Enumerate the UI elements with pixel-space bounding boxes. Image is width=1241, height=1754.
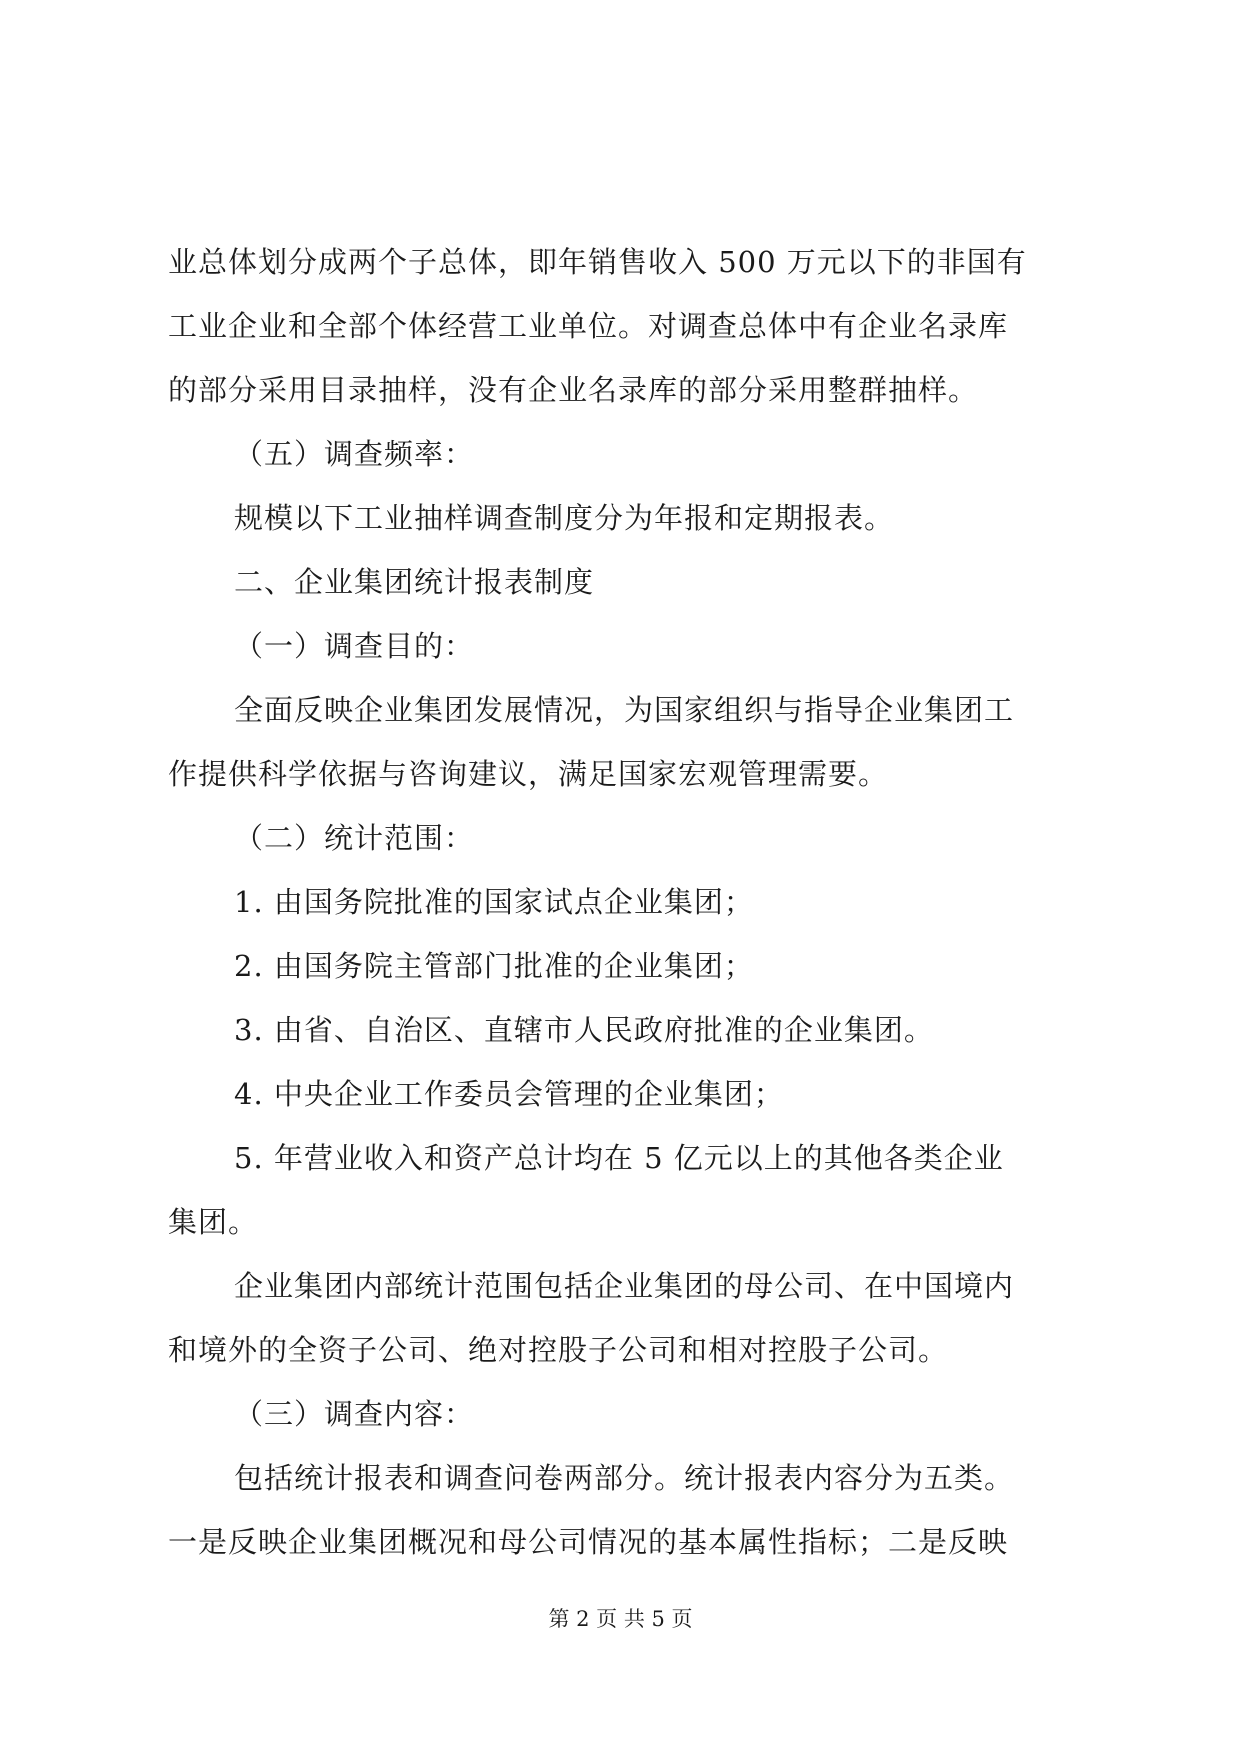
section-heading: （二）统计范围： [234,821,475,855]
list-item: 3. 由省、自治区、直辖市人民政府批准的企业集团。 [234,1013,934,1047]
list-item: 1. 由国务院批准的国家试点企业集团； [234,885,754,919]
text-line: 工业企业和全部个体经营工业单位。对调查总体中有企业名录库 [168,309,1009,343]
text-line: 作提供科学依据与咨询建议，满足国家宏观管理需要。 [168,757,889,791]
text-line: 企业集团内部统计范围包括企业集团的母公司、在中国境内 [234,1269,1015,1303]
text-line: 一是反映企业集团概况和母公司情况的基本属性指标；二是反映 [168,1525,1009,1559]
list-item: 5. 年营业收入和资产总计均在 5 亿元以上的其他各类企业 [234,1141,1004,1175]
text-line: 的部分采用目录抽样，没有企业名录库的部分采用整群抽样。 [168,373,979,407]
text-line: 集团。 [168,1205,259,1239]
text-line: 业总体划分成两个子总体，即年销售收入 500 万元以下的非国有 [168,245,1027,279]
section-heading: （五）调查频率： [234,437,475,471]
section-heading: （三）调查内容： [234,1397,475,1431]
document-body [168,230,1098,1574]
section-heading: （一）调查目的： [234,629,475,663]
list-item: 4. 中央企业工作委员会管理的企业集团； [234,1077,784,1111]
text-line: 和境外的全资子公司、绝对控股子公司和相对控股子公司。 [168,1333,949,1367]
list-item: 2. 由国务院主管部门批准的企业集团； [234,949,754,983]
text-line: 全面反映企业集团发展情况，为国家组织与指导企业集团工 [234,693,1015,727]
section-heading: 二、企业集团统计报表制度 [234,565,595,599]
text-line: 包括统计报表和调查问卷两部分。统计报表内容分为五类。 [234,1461,1015,1495]
page-number-footer: 第 2 页 共 5 页 [548,1607,693,1631]
text-line: 规模以下工业抽样调查制度分为年报和定期报表。 [234,501,895,535]
